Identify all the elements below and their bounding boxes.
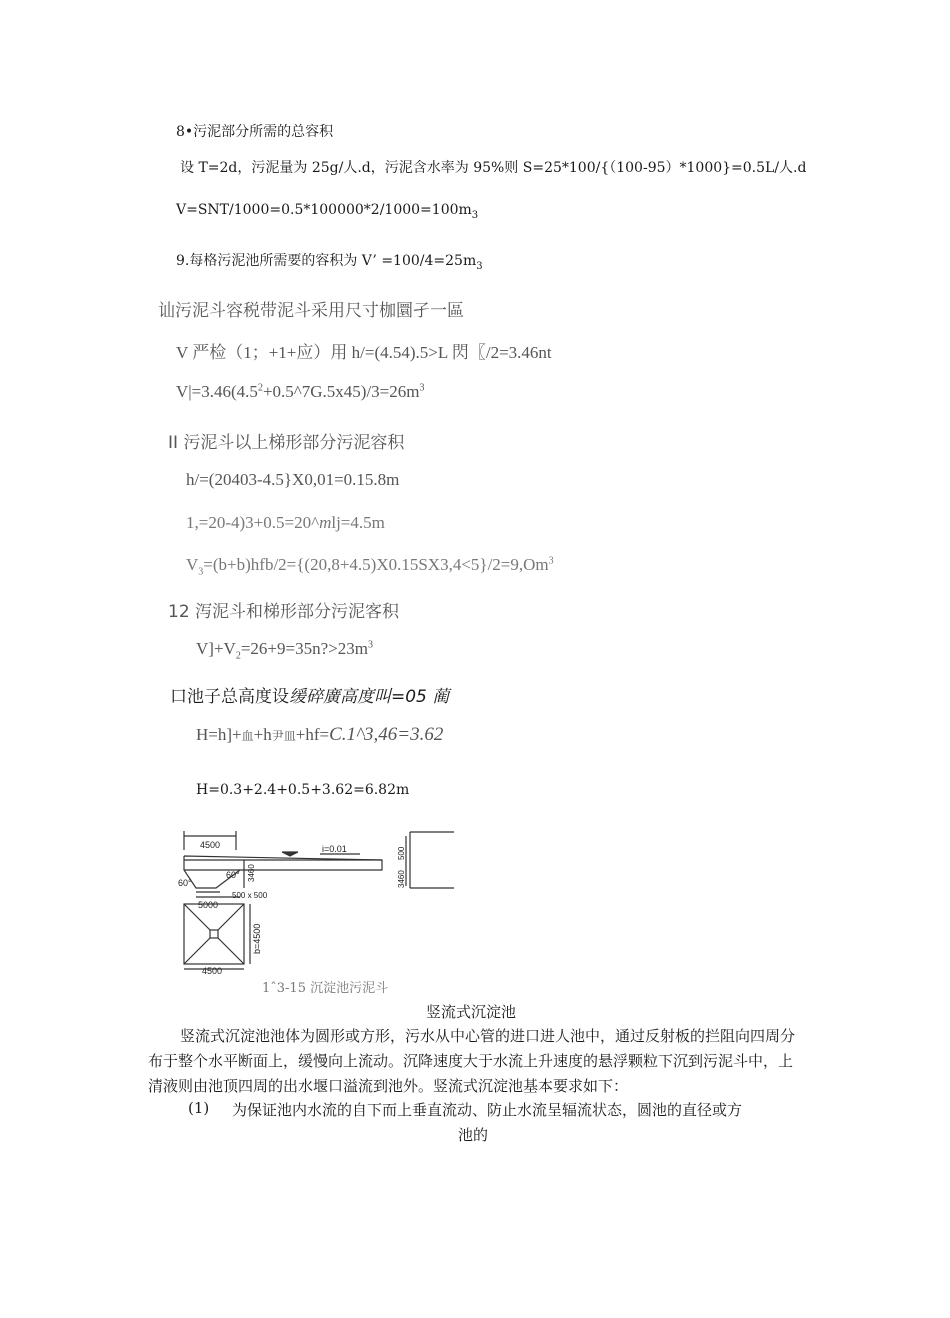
total-volume-formula: $V=SNT/1000=0.5*100000*2/1000=100m_3$ [176,202,479,221]
trapezoid-volume-formula: $V_3=(b+b)hfb/2=\{(20,8+4.5)X0.15SX3,4<5\}/2=9,Om^3$ [186,555,554,578]
hopper-volume-formula: $V|=3.46(4.5^2+0.5\^{}7G.5x45)/3=26m^3$ [176,382,425,401]
dim-4500-bottom: 4500 [202,966,223,974]
step-12-heading: 12 泻泥斗和梯形部分污泥客积 [168,602,400,622]
dim-4500-top: 4500 [200,840,221,850]
dim-5000: 5000 [198,900,219,910]
list-item-continuation: 池的 [458,1126,489,1144]
dim-3460: 3460 [247,864,256,882]
step-8-heading: 8•污泥部分所需的总容积 [176,124,334,140]
sludge-assumption-line: 设 T=2d，污泥量为 25g/人.d，污泥含水率为 95%则 S=25*100/{（100-95）*1000}=0.5L/人.d [180,160,807,176]
total-height-result: H=0.3+2.4+0.5+3.62=6.82m [196,782,410,798]
list-item-text: 为保证池内水流的自下而上垂直流动、防止水流呈辐流状态，圆池的直径或方 [232,1101,743,1119]
hopper-height-formula: V 严检（1；+1+应）用 h/=(4.54).5>L 閃〖/2=3.46nt [176,343,552,362]
step-10-heading: 讪污泥斗容税带泥斗采用尺寸枷圜孑一區 [158,301,464,321]
body-paragraph: 竖流式沉淀池池体为圆形或方形，污水从中心管的进口进人池中，通过反射板的拦阻向四周分布于整个水平断面上，缓慢向上流动。沉降速度大于水流上升速度的悬浮颗粒下沉到污泥斗中，上清液则由池顶四周的出水堰口溢流到池外。竖流式沉淀池基本要求如下： [148,1027,796,1095]
dim-b4500: b=4500 [252,923,262,954]
step-11-heading: II 污泥斗以上梯形部分污泥容积 [168,433,405,453]
slope-label: i=0.01 [322,844,347,854]
trapezoid-height-formula: h/=(20403-4.5}X0,01=0.15.8m [186,470,400,489]
trapezoid-length-formula: 1,=20-4)3+0.5=20^mlj=4.5m [186,513,385,532]
step-13-heading: 口池子总高度设缓碎廣高度叫=05 蔺 [170,687,450,707]
step-9-heading: 9.每格污泥池所需要的容积为 V’ $=100/4=25m_3$ [176,253,483,272]
list-item-number: (1) [188,1099,210,1117]
dim-500-right: 500 [397,846,406,860]
section-title: 竖流式沉淀池 [426,1003,517,1021]
total-height-formula: H=h]+血+h尹皿+hf=C.1^3,46=3.62 [196,724,444,745]
dim-500x500: 500 x 500 [232,891,268,900]
angle-left-label: 60° [178,878,192,888]
dim-3460-right: 3460 [397,870,406,888]
figure-caption: 1ˆ3-15 沉淀池污泥斗 [262,981,389,996]
sludge-hopper-figure [170,826,470,974]
angle-right-label: 60° [226,870,240,880]
combined-volume-formula: $V]+V_2=26+9=35n?>23m^3$ [196,639,373,662]
